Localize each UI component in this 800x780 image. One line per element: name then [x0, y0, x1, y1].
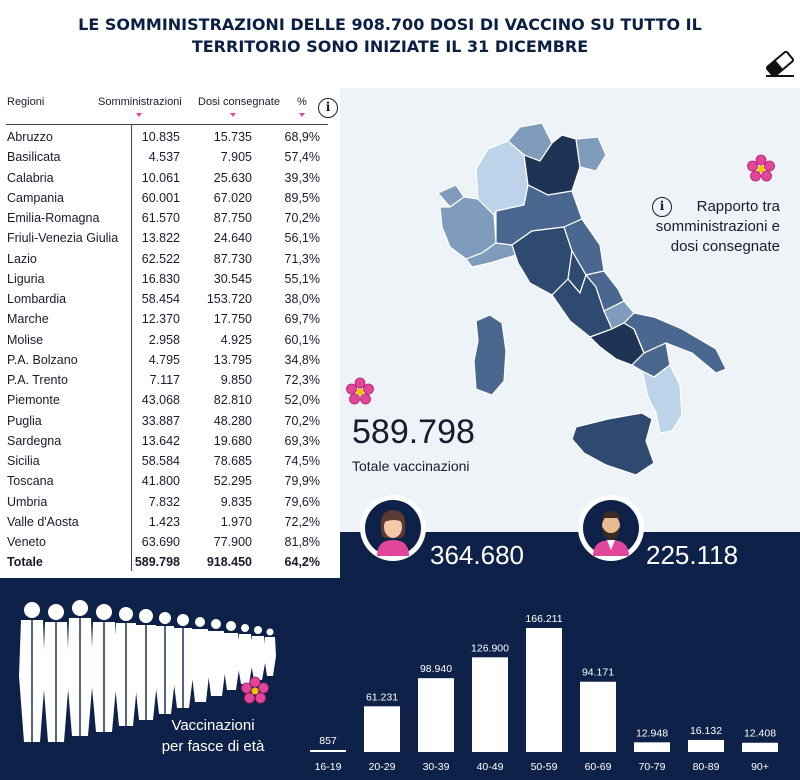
women-count: 364.680 [430, 540, 524, 570]
map-legend-line3: dosi consegnate [670, 238, 780, 255]
sort-somministrazioni-icon[interactable] [136, 113, 142, 117]
avatar-man [578, 495, 644, 561]
bar-value-label: 98.940 [419, 663, 453, 676]
category-tick-label: 80-89 [692, 761, 720, 773]
cell-total-administered: 589.798 [134, 555, 180, 570]
total-vaccinations-value: 589.798 [352, 413, 475, 451]
cell-delivered: 67.020 [213, 190, 252, 205]
table-row[interactable] [0, 411, 340, 431]
map-legend-line2: somministrazioni e [655, 218, 780, 235]
table-body [0, 127, 340, 573]
avatar-woman [360, 495, 426, 561]
table-row[interactable] [0, 390, 340, 410]
cell-administered: 4.795 [148, 352, 180, 367]
cell-administered: 33.887 [141, 413, 180, 428]
cell-region: Valle d'Aosta [7, 514, 79, 529]
table-row[interactable] [0, 127, 340, 147]
cell-pct: 52,0% [284, 393, 320, 408]
cell-administered: 7.117 [149, 373, 180, 387]
region-sicilia[interactable] [572, 413, 654, 475]
cell-region: Sardegna [7, 433, 62, 448]
header-dosi-consegnate[interactable]: Dosi consegnate [198, 96, 280, 108]
cell-delivered: 9.835 [220, 494, 252, 509]
cell-delivered: 48.280 [213, 413, 252, 428]
cell-administered: 58.584 [141, 454, 180, 468]
bar-80-89[interactable] [688, 740, 724, 752]
bar-90+[interactable] [742, 743, 778, 752]
table-row[interactable] [0, 289, 340, 309]
cell-region: Umbria [7, 494, 48, 509]
cell-administered: 10.835 [141, 130, 180, 144]
category-tick-label: 30-39 [422, 761, 450, 773]
cell-delivered: 78.685 [213, 454, 252, 468]
legend-info-icon[interactable]: i [652, 197, 672, 217]
bar-30-39[interactable] [418, 678, 454, 752]
map-legend [620, 197, 780, 257]
cell-region: Marche [7, 312, 49, 327]
cell-pct: 56,1% [284, 231, 320, 246]
cell-total-pct: 64,2% [284, 555, 320, 570]
map-legend-line1: Rapporto tra [696, 198, 780, 215]
bar-value-label: 12.948 [635, 727, 669, 740]
table-row[interactable] [0, 147, 340, 167]
category-tick-label: 60-69 [584, 761, 612, 773]
cell-administered: 58.454 [141, 292, 180, 306]
cell-administered: 13.822 [141, 231, 180, 246]
table-header-divider [6, 124, 328, 125]
table-row[interactable] [0, 269, 340, 289]
header-pct[interactable]: % [297, 96, 307, 108]
table-total-row [0, 552, 340, 572]
category-tick-label: 90+ [751, 761, 769, 773]
flower-icon [746, 154, 776, 184]
table-row[interactable] [0, 188, 340, 208]
bar-60-69[interactable] [580, 682, 616, 752]
cell-pct: 89,5% [284, 190, 320, 205]
men-count: 225.118 [646, 540, 739, 570]
flower-icon [240, 676, 270, 706]
cell-delivered: 153.720 [206, 292, 252, 306]
cell-administered: 41.800 [141, 474, 180, 489]
cell-pct: 34,8% [284, 352, 320, 367]
cell-administered: 61.570 [141, 211, 180, 225]
cell-delivered: 13.795 [213, 352, 252, 367]
cell-region: Calabria [7, 170, 54, 185]
cell-pct: 57,4% [284, 150, 320, 165]
cell-pct: 69,3% [284, 433, 320, 448]
cell-region: P.A. Trento [7, 373, 68, 387]
bar-40-49[interactable] [472, 657, 508, 752]
age-bar-chart [300, 590, 800, 780]
cell-region: Basilicata [7, 150, 61, 165]
cell-pct: 69,7% [284, 312, 320, 327]
cell-region: Liguria [7, 271, 45, 286]
cell-delivered: 15.735 [213, 130, 252, 144]
sort-dosi-icon[interactable] [230, 113, 236, 117]
cell-delivered: 1.970 [220, 514, 252, 529]
cell-administered: 16.830 [141, 271, 180, 286]
cell-region: Friuli-Venezia Giulia [7, 231, 119, 246]
header-regioni[interactable]: Regioni [7, 96, 45, 108]
cell-pct: 70,2% [284, 211, 320, 225]
bar-value-label: 12.408 [743, 727, 777, 740]
cell-pct: 74,5% [284, 454, 320, 468]
info-icon[interactable]: i [318, 98, 338, 118]
cell-region: Abruzzo [7, 130, 53, 144]
cell-region: Emilia-Romagna [7, 211, 100, 225]
table-row[interactable] [0, 309, 340, 329]
age-label-line2: per fasce di età [161, 738, 265, 755]
cell-region: Piemonte [7, 393, 60, 408]
category-tick-label: 16-19 [314, 761, 342, 773]
table-row[interactable] [0, 330, 340, 350]
table-row[interactable] [0, 492, 340, 512]
cell-pct: 71,3% [284, 251, 320, 266]
cell-administered: 43.068 [141, 393, 180, 408]
age-section-label [150, 715, 276, 757]
cell-delivered: 4.925 [220, 332, 252, 347]
bar-50-59[interactable] [526, 628, 562, 752]
cell-delivered: 17.750 [213, 312, 252, 327]
cell-administered: 13.642 [141, 433, 180, 448]
cell-administered: 7.832 [148, 494, 180, 509]
cell-pct: 68,9% [284, 130, 320, 144]
bar-value-label: 166.211 [525, 613, 563, 625]
cell-pct: 79,6% [284, 494, 320, 509]
table-row[interactable] [0, 168, 340, 188]
bars-group [310, 613, 778, 773]
cell-delivered: 82.810 [213, 393, 252, 408]
bar-70-79[interactable] [634, 742, 670, 752]
cell-region: Molise [7, 332, 44, 347]
woman-icon [365, 500, 421, 556]
cell-region: Lombardia [7, 292, 67, 306]
sort-pct-icon[interactable] [299, 113, 305, 117]
bar-value-label: 126.900 [471, 642, 509, 655]
cell-region: Puglia [7, 413, 42, 428]
cell-region: Lazio [7, 251, 37, 266]
cell-administered: 2.958 [148, 332, 180, 347]
cell-delivered: 25.630 [213, 170, 252, 185]
total-vaccinations-label: Totale vaccinazioni [352, 458, 470, 474]
page-title: LE SOMMINISTRAZIONI DELLE 908.700 DOSI DI VACCINO SU TUTTO IL TERRITORIO SONO INIZIATE IL 31 DICEMBRE [78, 15, 702, 56]
cell-administered: 62.522 [141, 251, 180, 266]
cell-delivered: 52.295 [213, 474, 252, 489]
bar-16-19[interactable] [310, 750, 346, 752]
cell-administered: 10.061 [141, 170, 180, 185]
cell-delivered: 77.900 [213, 535, 252, 549]
region-friuli[interactable] [576, 137, 606, 171]
cell-administered: 1.423 [148, 514, 180, 529]
cell-delivered: 9.850 [220, 373, 252, 387]
cell-administered: 12.370 [141, 312, 180, 327]
category-tick-label: 70-79 [638, 761, 666, 773]
cell-delivered: 24.640 [213, 231, 252, 246]
cell-delivered: 87.750 [213, 211, 252, 225]
cell-delivered: 30.545 [213, 271, 252, 286]
cell-pct: 79,9% [284, 474, 320, 489]
cell-administered: 63.690 [141, 535, 180, 549]
bar-value-label: 857 [319, 735, 337, 747]
table-row[interactable] [0, 532, 340, 552]
cell-pct: 60,1% [284, 332, 320, 347]
cell-pct: 70,2% [284, 413, 320, 428]
table-row[interactable] [0, 451, 340, 471]
bar-value-label: 94.171 [581, 666, 615, 679]
cell-total-delivered: 918.450 [206, 555, 252, 570]
table-row[interactable] [0, 350, 340, 370]
table-row[interactable] [0, 249, 340, 269]
cell-pct: 38,0% [284, 292, 320, 306]
cell-administered: 60.001 [141, 190, 180, 205]
cell-region: Toscana [7, 474, 54, 489]
cell-pct: 55,1% [284, 271, 320, 286]
eraser-icon[interactable] [764, 50, 796, 78]
category-tick-label: 40-49 [476, 761, 504, 773]
category-tick-label: 20-29 [368, 761, 396, 773]
bar-value-label: 16.132 [689, 724, 723, 737]
bar-20-29[interactable] [364, 706, 400, 752]
table-row[interactable] [0, 431, 340, 451]
cell-region: P.A. Bolzano [7, 352, 78, 367]
age-label-line1: Vaccinazioni [171, 717, 255, 734]
cell-region: Sicilia [7, 454, 40, 468]
cell-pct: 72,3% [284, 373, 320, 387]
table-row[interactable] [0, 228, 340, 248]
cell-pct: 72,2% [284, 514, 320, 529]
header-somministrazioni[interactable]: Somministrazioni [98, 96, 182, 108]
region-sardegna[interactable] [474, 315, 506, 395]
cell-pct: 39,3% [284, 170, 320, 185]
flower-icon [345, 377, 375, 407]
bar-value-label: 61.231 [365, 691, 399, 704]
table-row[interactable] [0, 512, 340, 532]
category-tick-label: 50-59 [530, 761, 558, 773]
table-row[interactable] [0, 208, 340, 228]
cell-delivered: 87.730 [213, 251, 252, 266]
cell-region: Veneto [7, 535, 46, 549]
cell-delivered: 7.905 [220, 150, 252, 165]
cell-total-label: Totale [7, 555, 43, 570]
man-icon [583, 500, 639, 556]
table-row[interactable] [0, 370, 340, 390]
cell-delivered: 19.680 [213, 433, 252, 448]
table-row[interactable] [0, 471, 340, 491]
cell-region: Campania [7, 190, 64, 205]
cell-pct: 81,8% [284, 535, 320, 549]
cell-administered: 4.537 [148, 150, 180, 165]
